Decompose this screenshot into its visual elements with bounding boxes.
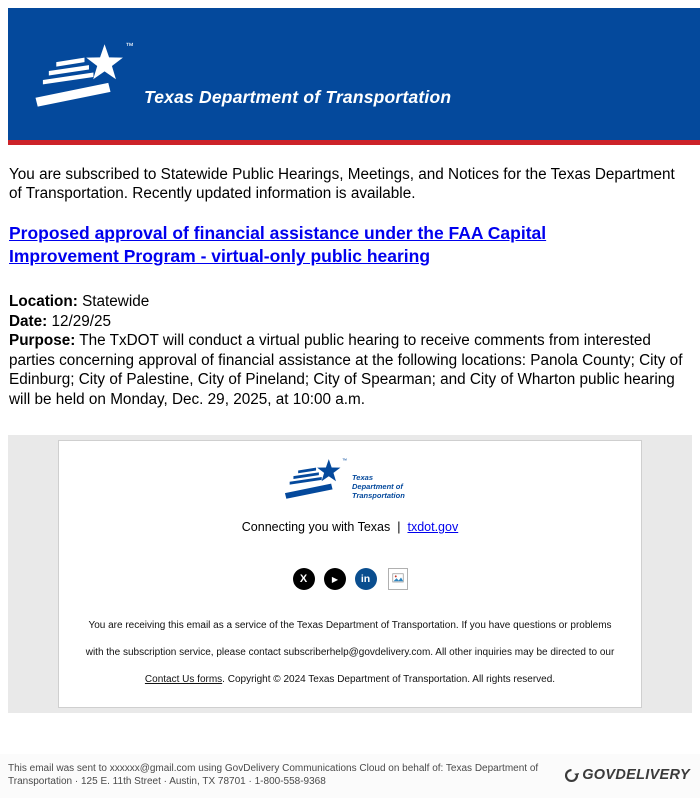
location-label: Location: bbox=[9, 293, 78, 310]
fine-print-line3-rest: . Copyright © 2024 Texas Department of Transportation. All rights reserved. bbox=[222, 674, 556, 685]
fine-print-line2: with the subscription service, please contact subscriberhelp@govdelivery.com. All other inquiries may be directed to our bbox=[85, 647, 615, 658]
contact-us-link[interactable]: Contact Us forms bbox=[144, 674, 223, 685]
fine-print bbox=[77, 620, 623, 686]
purpose-label: Purpose: bbox=[9, 332, 76, 349]
social-icons-row bbox=[77, 568, 623, 590]
govdelivery-logo-mark bbox=[564, 768, 579, 783]
location-value: Statewide bbox=[82, 293, 150, 310]
footer-section bbox=[8, 435, 692, 713]
location-line bbox=[9, 292, 700, 312]
x-twitter-icon[interactable]: X bbox=[293, 568, 315, 590]
youtube-icon[interactable]: ▶ bbox=[324, 568, 346, 590]
tagline-separator: | bbox=[397, 520, 401, 534]
red-divider bbox=[8, 140, 700, 145]
tagline bbox=[77, 520, 623, 534]
subscription-intro bbox=[9, 165, 700, 203]
hearing-title-link[interactable]: Proposed approval of financial assistance under the FAA Capital Improvement Program - virtual-only public hearing bbox=[9, 223, 547, 266]
broken-image-glyph bbox=[392, 573, 404, 585]
footer-card bbox=[58, 440, 642, 708]
date-line bbox=[9, 312, 700, 332]
linkedin-icon[interactable]: in bbox=[355, 568, 377, 590]
txdot-gov-link[interactable]: txdot.gov bbox=[407, 520, 459, 534]
txdot-logo-mark bbox=[34, 38, 138, 110]
txdot-header-banner bbox=[8, 8, 700, 140]
txdot-footer-logo-mark bbox=[284, 455, 350, 501]
tagline-text: Connecting you with Texas bbox=[241, 520, 391, 534]
txdot-footer-logo-text: Texas Department of Transportation bbox=[352, 473, 405, 500]
fine-print-line1: You are receiving this email as a service of the Texas Department of Transportation. If you have questions or problems bbox=[88, 620, 612, 631]
date-value: 12/29/25 bbox=[51, 312, 112, 330]
fine-print-line3 bbox=[77, 674, 623, 686]
sent-info-line1: This email was sent to xxxxxx@gmail.com using GovDelivery Communications Cloud on behalf of: Texas Department of bbox=[8, 763, 539, 774]
purpose-text: The TxDOT will conduct a virtual public hearing to receive comments from interested parties concerning approval of financial assistance at the following locations: Panola County; City of Edinburg; City of Palestine, City of Pineland; City of Spearman; and City of Wharton public hearing will be held on Monday, Dec. 29, 2025, at 10:00 a.m. bbox=[9, 332, 683, 408]
broken-image-icon[interactable] bbox=[388, 568, 408, 590]
subscription-intro-line2: of Transportation. Recently updated information is available. bbox=[9, 185, 416, 202]
trademark-symbol: ™ bbox=[125, 41, 134, 51]
sent-info-bar bbox=[0, 754, 700, 798]
purpose-line bbox=[9, 331, 699, 409]
txdot-logo bbox=[34, 38, 451, 110]
govdelivery-wordmark: GOVDELIVERY bbox=[582, 767, 690, 783]
govdelivery-logo[interactable] bbox=[564, 767, 690, 783]
subscription-intro-line1: You are subscribed to Statewide Public Hearings, Meetings, and Notices for the Texas Department bbox=[9, 166, 675, 183]
date-label: Date: bbox=[9, 312, 48, 330]
hearing-details bbox=[9, 292, 700, 409]
svg-text:™: ™ bbox=[341, 457, 348, 464]
txdot-logo-wordmark: Texas Department of Transportation bbox=[144, 87, 452, 107]
sent-info-text bbox=[8, 762, 538, 788]
txdot-footer-logo bbox=[284, 455, 416, 501]
sent-info-line2: Transportation · 125 E. 11th Street · Austin, TX 78701 · 1-800-558-9368 bbox=[8, 776, 326, 787]
